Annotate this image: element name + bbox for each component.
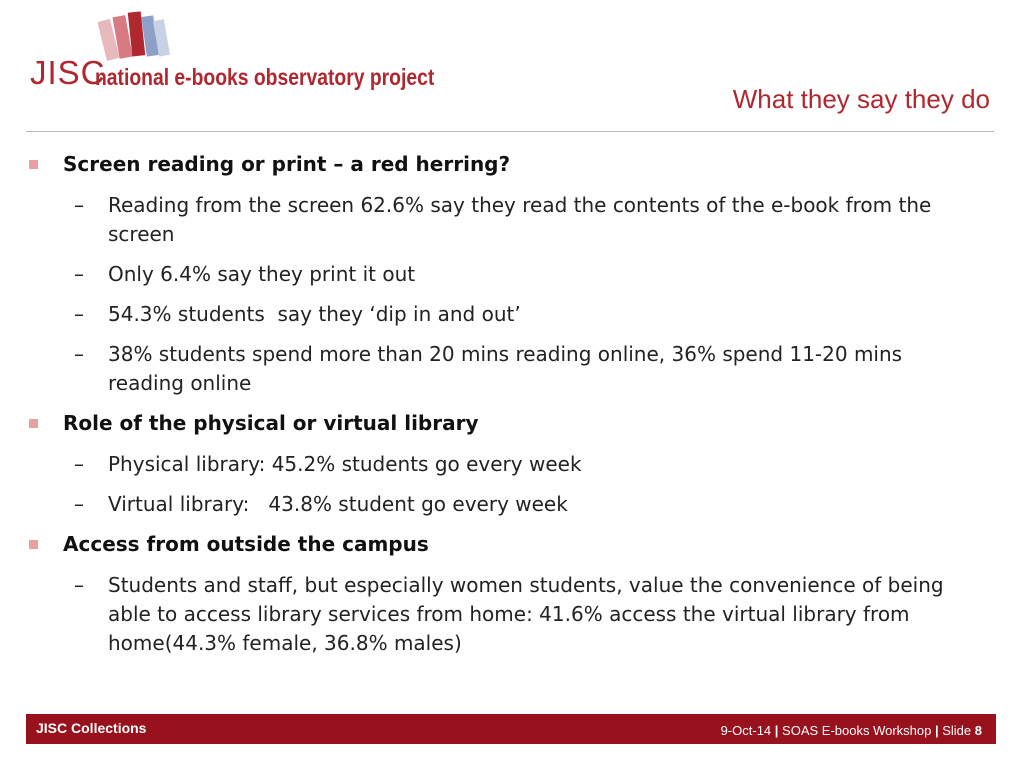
square-bullet-icon [29, 540, 38, 549]
sub-bullet: – Reading from the screen 62.6% say they read the contents of the e-book from the screen [74, 193, 932, 246]
dash-icon: – [74, 342, 84, 366]
sub-bullet: – Only 6.4% say they print it out [24, 260, 984, 289]
footer-brand: JISC Collections [36, 720, 147, 736]
footer-info [721, 723, 982, 738]
bullet-heading: Screen reading or print – a red herring? [24, 150, 984, 179]
sub-bullet: – 54.3% students say they ‘dip in and out’ [24, 300, 984, 329]
logo-mark: JISC [30, 54, 106, 91]
sub-bullet: – Virtual library: 43.8% student go every week [24, 490, 984, 519]
dash-icon: – [74, 193, 84, 217]
dash-icon: – [74, 262, 84, 286]
header-divider [26, 131, 994, 132]
bullet-heading: Role of the physical or virtual library [24, 409, 984, 438]
footer-event: SOAS E-books Workshop [782, 723, 932, 738]
footer-separator: | [771, 723, 783, 738]
dash-icon: – [74, 302, 84, 326]
sub-bullet: – Students and staff, but especially women students, value the convenience of being able to access library services from home: 41.6% access the virtual library from home(44.3% female, 36.8% males) [74, 573, 944, 655]
books-logo-icon [98, 6, 188, 64]
footer-slide-label: Slide [942, 723, 975, 738]
footer-bar [26, 714, 996, 744]
sub-bullet: – Physical library: 45.2% students go every week [24, 450, 984, 479]
square-bullet-icon [29, 160, 38, 169]
sub-bullet: – 38% students spend more than 20 mins reading online, 36% spend 11-20 mins reading online [74, 342, 903, 395]
slide-title: What they say they do [732, 84, 990, 114]
dash-icon: – [74, 452, 84, 476]
bullet-heading: Access from outside the campus [24, 530, 984, 559]
logo-text: national e-books observatory project [95, 64, 435, 90]
slide-number: 8 [974, 723, 982, 738]
dash-icon: – [74, 492, 84, 516]
logo [30, 6, 490, 98]
square-bullet-icon [29, 419, 38, 428]
footer-separator: | [931, 723, 943, 738]
slide-body [24, 150, 984, 669]
dash-icon: – [74, 573, 84, 597]
footer-date: 9-Oct-14 [720, 723, 772, 738]
